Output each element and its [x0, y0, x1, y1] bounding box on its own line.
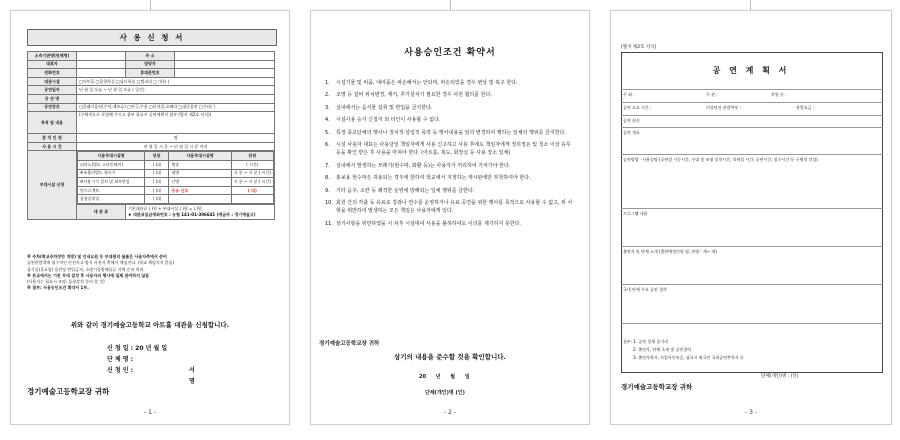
rental-fee-label: 대 관 료 — [77, 204, 126, 219]
form-label: 사 용 시 간 — [28, 142, 77, 151]
plan-form-row[interactable] — [621, 102, 883, 115]
form-notes — [27, 254, 277, 292]
equipment-cell[interactable]: ( )대 — [145, 178, 169, 187]
document-page-3[interactable] — [610, 10, 892, 425]
equipment-cell[interactable] — [231, 195, 273, 204]
clause-number: 6. — [325, 142, 330, 149]
form-value[interactable] — [175, 69, 275, 78]
application-form-table — [27, 51, 275, 220]
signature-seal: 서 명 — [189, 367, 195, 385]
form-number: [별지 제2호 서식] — [621, 45, 657, 50]
clause-number: 8. — [325, 175, 330, 182]
clause-number: 5. — [325, 129, 330, 136]
equipment-cell[interactable]: ( )대 — [145, 160, 169, 169]
plan-form-divider — [621, 323, 883, 324]
apply-statement: 위와 같이 경기예술고등학교 아트홀 대관을 신청합니다. — [70, 321, 230, 329]
form-label: 참 석 인 원 — [28, 134, 77, 143]
plan-field-label: 국내 단체 주요 공연 경력 — [623, 287, 667, 292]
clause-number: 1. — [325, 80, 330, 86]
plan-field-label: 후원 등 : — [771, 92, 787, 97]
page-number: - 3 - — [745, 409, 757, 416]
form-note: ※ 본교에서는 기본 무대 설정 후 사용자의 행사에 일체 관여하지 않음 — [27, 272, 150, 278]
document-page-1[interactable] — [10, 10, 290, 425]
application-date: 신 청 일 : 20 년 월 일 — [107, 345, 168, 352]
form-value[interactable]: 년 월 일 오늘 ~ 년 월 일 오늘 ( 일간) — [77, 86, 275, 95]
pledge-clause — [325, 162, 577, 170]
clause-number: 7. — [325, 162, 330, 169]
equipment-cell[interactable]: 시 분 ~ 시 분 ( 시간) — [231, 169, 273, 178]
form-row — [28, 86, 275, 95]
equipment-cell[interactable]: 시 분 ~ 시 분 ( 시간) — [231, 178, 273, 187]
form-note: 공연관람객에 필수적인 안전사고 방지 사용자 측에서 책임진다. (학교 책임지지 않음) — [27, 260, 175, 266]
equipment-cell[interactable]: 방송 — [169, 160, 231, 169]
attachment-item: 3. 출연자학사, 사업자등록증, 필요시 외국인 국내공연추천서 등 — [623, 355, 744, 360]
attachment-list — [623, 338, 744, 362]
equipment-table — [77, 151, 274, 204]
pledge-clause — [325, 199, 577, 216]
pledge-clause — [325, 187, 577, 195]
plan-field-label: 공연 개요 — [623, 130, 640, 135]
attachment-item: 2. 출연자, 단체 소개 및 공연경력 — [623, 347, 691, 352]
clause-number: 10. — [325, 200, 333, 207]
clause-text: 기타 음주, 소란 등 쾌적한 운영에 방해되는 일체 행위를 금한다. — [336, 187, 475, 194]
pledge-clause — [325, 129, 577, 137]
equipment-cell[interactable]: ※사용기기 설치 및 외부반입 — [78, 178, 145, 187]
equipment-cell[interactable]: 빔프로젝트 — [78, 186, 145, 195]
performance-plan-title: 공 연 계 획 서 — [712, 66, 790, 75]
equipment-row — [78, 186, 274, 195]
form-label: 주 소 — [126, 52, 175, 61]
equipment-row — [78, 178, 274, 187]
clause-number: 3. — [325, 104, 330, 111]
form-label: 전화번호 — [28, 69, 77, 78]
pledge-date: 20 년 월 일 — [419, 374, 470, 380]
plan-form-row[interactable] — [621, 154, 883, 208]
form-row — [28, 103, 275, 112]
clause-text: 실내에서 발생하는 쓰레기(현수막, 화환 등)는 사용자가 처리하여 가져가야 한다. — [336, 162, 511, 169]
applicant-signature-block — [107, 343, 195, 385]
plan-field-label: 미성년자 관람여부 : — [706, 105, 741, 110]
equipment-label: 부대시설 신청 — [28, 151, 77, 220]
equipment-table-cell — [77, 151, 275, 205]
clause-number: 11. — [325, 220, 333, 227]
form-row — [28, 69, 275, 78]
form-label: 소속기관명(단체명) — [28, 52, 77, 61]
form-value[interactable]: 명 — [77, 134, 275, 143]
clause-number: 4. — [325, 117, 330, 124]
plan-field-label: 공연 소요 시간 : — [623, 105, 652, 110]
page-number: - 2 - — [444, 409, 456, 416]
pledge-clause — [325, 79, 577, 87]
form-row — [28, 134, 275, 143]
form-row — [28, 77, 275, 86]
equipment-column-header: 단위 — [145, 152, 169, 161]
form-note: ※ 주차(학교주차장만 개방) 및 안내요원 등 부대편의 물품은 사용자측에서 준비 — [27, 254, 167, 259]
applicant-name-line: 신 청 인 : 서 명 — [107, 367, 195, 385]
plan-field-label: 관람요금 : — [796, 105, 815, 110]
form-label: 공 연 명 — [28, 94, 77, 103]
clause-text: 조명 등 설비 위치변경, 제거, 추가설치가 필요한 경우 사전 협의를 한다. — [336, 92, 492, 99]
clause-text: 상기사항을 위반하였을 시 차후 시설대여 사용을 불허하여도 이의를 제기하지 못한다. — [336, 220, 521, 227]
equipment-cell[interactable] — [169, 195, 231, 204]
clause-text: 시설사용 승가 신청자 외 타인이 사용할 수 없다. — [336, 117, 441, 124]
equipment-cell[interactable]: 난방 — [169, 178, 231, 187]
equipment-cell[interactable]: ( )대 — [145, 195, 169, 204]
pledge-clause-list — [325, 79, 577, 232]
clause-text: 특정 종교단체의 행사나 정치적·상업적 목적 등 행사내용을 임의 변경하여 행하는 일체의 행위를 금지한다. — [336, 129, 566, 136]
clause-text: 시설 사용자 대표는 사용당일 책임자에게 사용 신고하고 사용 후에도 책임자에게 정리정돈 및 청소 이상 유무 등을 확인 받은 후 사용을 마쳐야 한다. (아트홀, 복도, 화장실 등 사용 장소 일체) — [336, 142, 571, 157]
equipment-cell[interactable]: 동유 난로 — [169, 186, 231, 195]
equipment-row — [78, 195, 274, 204]
clause-text: 회원 간의 각출 등 유료로 강좌나 연수를 운영하거나 유료 공연을 위한 행사를 목적으로 사용할 수 없고, 위 사항을 위반하여 발생하는 모든 책임은 사용자에게 있다. — [336, 200, 573, 215]
clause-text: 홍보용 현수막은 허용되는 경우에 한하여 학교에서 지정하는 게시판에만 부착하여야 한다. — [336, 175, 531, 182]
equipment-column-header: 사용부대시설명 — [78, 152, 145, 161]
form-label: 휴대폰번호 — [126, 69, 175, 78]
equipment-column-header: 단위 — [231, 152, 273, 161]
form-value[interactable]: 년 월 일 시 분 ~ 년 월 일 시 분 까지 — [77, 142, 275, 151]
plan-signature: 단체(개인)명 : (인) — [761, 374, 799, 379]
plan-field-label: 주 관 : — [706, 92, 718, 97]
attachment-item: 첨부: 1. 공연 상세 줄거리 — [623, 339, 669, 344]
pledge-signature: 단체(개인)명 (인) — [425, 390, 465, 396]
equipment-header-row — [28, 151, 275, 205]
form-note: (사용자는 필요시 조명, 음향장치 준비 할 것) — [27, 279, 105, 285]
form-label: 공연장르 — [28, 103, 77, 112]
form-label: 대표자 — [28, 60, 77, 69]
form-value[interactable] — [77, 52, 126, 61]
form-value[interactable]: □아트홀 □음향학실 □남녀학실 □캠퍼리 □기타( ) — [77, 77, 275, 86]
form-value[interactable] — [77, 94, 275, 103]
form-value[interactable] — [77, 60, 126, 69]
form-row — [28, 94, 275, 103]
form-row — [28, 60, 275, 69]
plan-field-label: 공연방법 · 사용설명 (공연장 가동시간, 무대 및 조명 설치시간, 리허설 시간, 공연시간, 철수시간 등 구체적 작성) — [623, 157, 818, 162]
form-row — [28, 52, 275, 61]
rental-fee-formula: 기본대관료 ( )원 + 부대시설 ( )원 = ( )원 — [128, 205, 202, 211]
form-label: 공연일자 — [28, 86, 77, 95]
clause-text: 실내에서는 음식물 섭취 및 반입을 금지한다. — [336, 104, 433, 111]
page-number: - 1 - — [144, 409, 156, 416]
confirm-statement: 상기의 내용을 준수할 것을 확인합니다. — [394, 353, 506, 361]
equipment-cell[interactable]: ( )대 — [145, 186, 169, 195]
application-form-title: 사 용 신 청 서 — [27, 29, 277, 46]
plan-form-row[interactable] — [621, 208, 883, 246]
form-row — [28, 142, 275, 151]
pledge-clause — [325, 141, 577, 158]
plan-field-label: 주 최 : — [623, 92, 635, 97]
equipment-row — [78, 160, 274, 169]
form-value[interactable] — [175, 60, 275, 69]
equipment-cell[interactable]: 냉방 — [169, 169, 231, 178]
form-note: ※ 첨부: 사용승인조건 확약서 1부. — [27, 285, 89, 291]
plan-field-label: 공연 취지 — [623, 118, 640, 123]
rental-fee-value — [126, 204, 275, 219]
plan-form-row[interactable] — [621, 89, 883, 102]
plan-form-row[interactable] — [621, 284, 883, 323]
form-value[interactable]: (구체적으로 작성해 주시고 첨부 필요시 공연계획서 첨부 (별지 제2호 서식)) — [77, 112, 275, 134]
pledge-clause — [325, 91, 577, 99]
plan-form-row[interactable] — [621, 115, 883, 127]
form-label: 담당자 — [126, 60, 175, 69]
pledge-clause — [325, 220, 577, 228]
organization-name-line: 단 체 명 : — [107, 356, 134, 363]
document-page-2[interactable] — [310, 10, 590, 425]
form-row — [28, 112, 275, 134]
equipment-cell[interactable]: ( 대) — [231, 186, 273, 195]
pledge-clause — [325, 116, 577, 124]
plan-form-row[interactable] — [621, 127, 883, 154]
equipment-cell[interactable]: ※조율비별도 영사기 — [78, 169, 145, 178]
clause-text: 시설기물 및 비품, 대여품은 파손해서는 안되며, 파손되었을 경우 변상 및 복구 한다. — [336, 80, 518, 86]
form-label: 목적 및 내용 — [28, 112, 77, 134]
recipient-principal: 경기예술고등학교장 귀하 — [621, 383, 693, 391]
plan-field-label: 프로그램 내용 — [623, 211, 648, 216]
equipment-cell[interactable]: 피아노(별도 스타인웨이) — [78, 160, 145, 169]
clause-number: 9. — [325, 187, 330, 194]
recipient-principal: 경기예술고등학교장 귀하 — [27, 387, 110, 396]
form-value[interactable]: □클래식음악(무악,재즈류) □연극,무용 □뮤지컬,오페라 □대중음악 □기타( ) — [77, 103, 275, 112]
clause-number: 2. — [325, 92, 330, 99]
pledge-clause — [325, 174, 577, 182]
form-note: 음식물(물포함) 음반장 반입금지, 소방기물방해물류 자체 준비 처리. — [27, 266, 145, 272]
plan-field-label: 출연자 및 단체 소개 (출연예정인원 명, 연령 : 세~ 세) — [623, 249, 717, 254]
equipment-column-header: 사용부대시설명 — [169, 152, 231, 161]
form-value[interactable] — [77, 69, 126, 78]
recipient-principal: 경기예술고등학교장 귀하 — [319, 341, 380, 347]
pledge-clause — [325, 104, 577, 112]
bank-account-info: ♠ 대관료입금계좌번호 : 농협 141-01-306641 (예금주 : 경기예술고) — [128, 211, 256, 217]
equipment-row — [78, 169, 274, 178]
pledge-title: 사용승인조건 확약서 — [404, 48, 496, 58]
plan-form-row[interactable] — [621, 246, 883, 284]
form-label: 대관시설 — [28, 77, 77, 86]
equipment-cell[interactable]: 음향음악실 — [78, 195, 145, 204]
equipment-cell[interactable]: ( 시간) — [231, 160, 273, 169]
equipment-cell[interactable]: ( )대 — [145, 169, 169, 178]
form-value[interactable] — [175, 52, 275, 61]
